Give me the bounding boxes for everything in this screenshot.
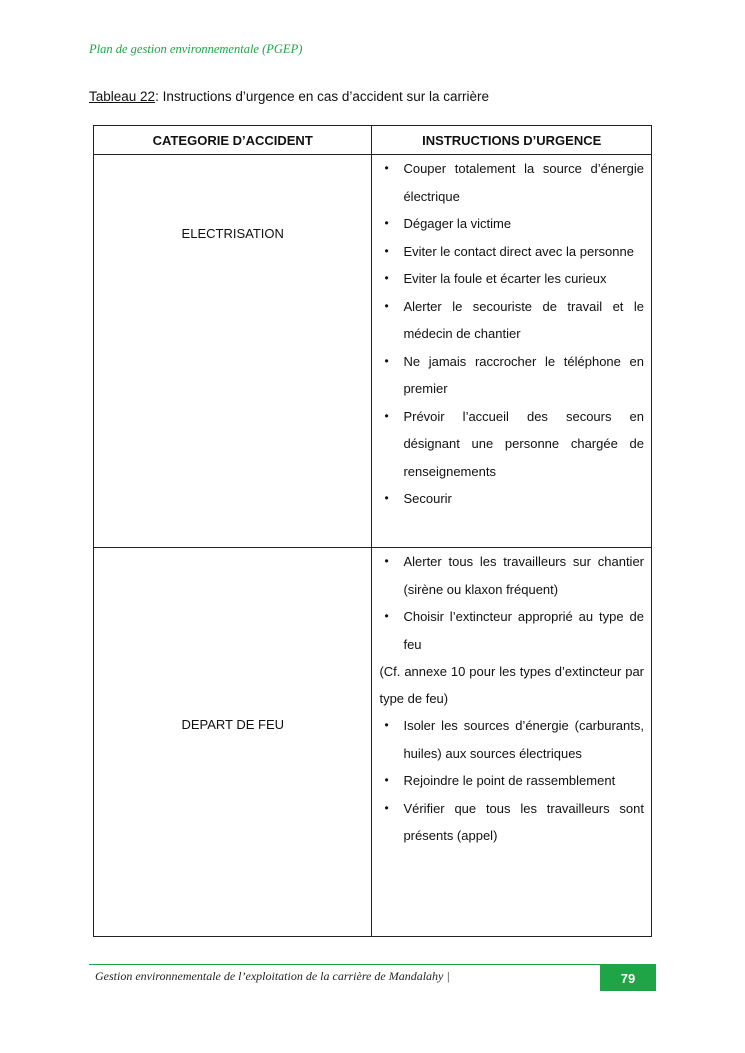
bullet-icon: •: [384, 491, 389, 505]
instruction-list: [379, 155, 644, 513]
table-header-row: [94, 126, 652, 155]
list-item: • Alerter tous les travailleurs sur chantier (sirène ou klaxon fréquent): [379, 548, 644, 603]
table-row-depart-de-feu: [94, 548, 652, 937]
page-number: 79: [620, 970, 636, 986]
instructions-cell: [372, 548, 652, 937]
list-item: • Vérifier que tous les travailleurs sont présents (appel): [379, 795, 644, 850]
instruction-list: [379, 712, 644, 850]
bullet-icon: •: [384, 609, 389, 623]
running-header: Plan de gestion environnementale (PGEP): [89, 42, 303, 56]
bullet-icon: •: [384, 298, 389, 313]
list-item: • Ne jamais raccrocher le téléphone en premier: [379, 348, 644, 403]
footer-divider: [89, 964, 656, 965]
category-label: DEPART DE FEU: [181, 716, 285, 732]
category-cell: [94, 155, 372, 548]
emergency-instructions-table: [93, 125, 652, 937]
category-cell: [94, 548, 372, 937]
page-number-badge: [600, 965, 656, 991]
category-label: ELECTRISATION: [181, 225, 284, 241]
extinguisher-note: (Cf. annexe 10 pour les types d’extincteur par type de feu): [379, 664, 644, 706]
instruction-list: [379, 548, 644, 658]
bullet-icon: •: [384, 773, 389, 787]
list-item: • Eviter la foule et écarter les curieux: [379, 265, 644, 293]
caption-text: : Instructions d’urgence en cas d’accident sur la carrière: [155, 89, 489, 104]
table-caption: [89, 89, 489, 104]
instructions-cell: [372, 155, 652, 548]
list-item: • Secourir: [379, 485, 644, 513]
list-item: • Eviter le contact direct avec la personne: [379, 238, 644, 266]
bullet-icon: •: [384, 216, 389, 230]
bullet-icon: •: [384, 718, 389, 732]
running-footer: Gestion environnementale de l’exploitation de la carrière de Mandalahy |: [95, 969, 450, 983]
list-item: • Prévoir l’accueil des secours en désignant une personne chargée de renseignements: [379, 403, 644, 486]
bullet-icon: •: [384, 161, 389, 175]
list-item: • Choisir l’extincteur approprié au type de feu: [379, 603, 644, 658]
list-item: • Isoler les sources d’énergie (carburants, huiles) aux sources électriques: [379, 712, 644, 767]
bullet-icon: •: [384, 353, 389, 368]
column-header-category: CATEGORIE D’ACCIDENT: [94, 126, 372, 155]
table-row-electrisation: [94, 155, 652, 548]
list-item: • Rejoindre le point de rassemblement: [379, 767, 644, 795]
bullet-icon: •: [384, 408, 389, 423]
bullet-icon: •: [384, 800, 389, 815]
bullet-icon: •: [384, 554, 389, 568]
bullet-icon: •: [384, 243, 389, 258]
list-item: • Dégager la victime: [379, 210, 644, 238]
list-item: • Couper totalement la source d’énergie électrique: [379, 155, 644, 210]
list-item: • Alerter le secouriste de travail et le médecin de chantier: [379, 293, 644, 348]
bullet-icon: •: [384, 271, 389, 285]
table-reference: Tableau 22: [89, 89, 156, 104]
column-header-instructions: INSTRUCTIONS D’URGENCE: [372, 126, 652, 155]
